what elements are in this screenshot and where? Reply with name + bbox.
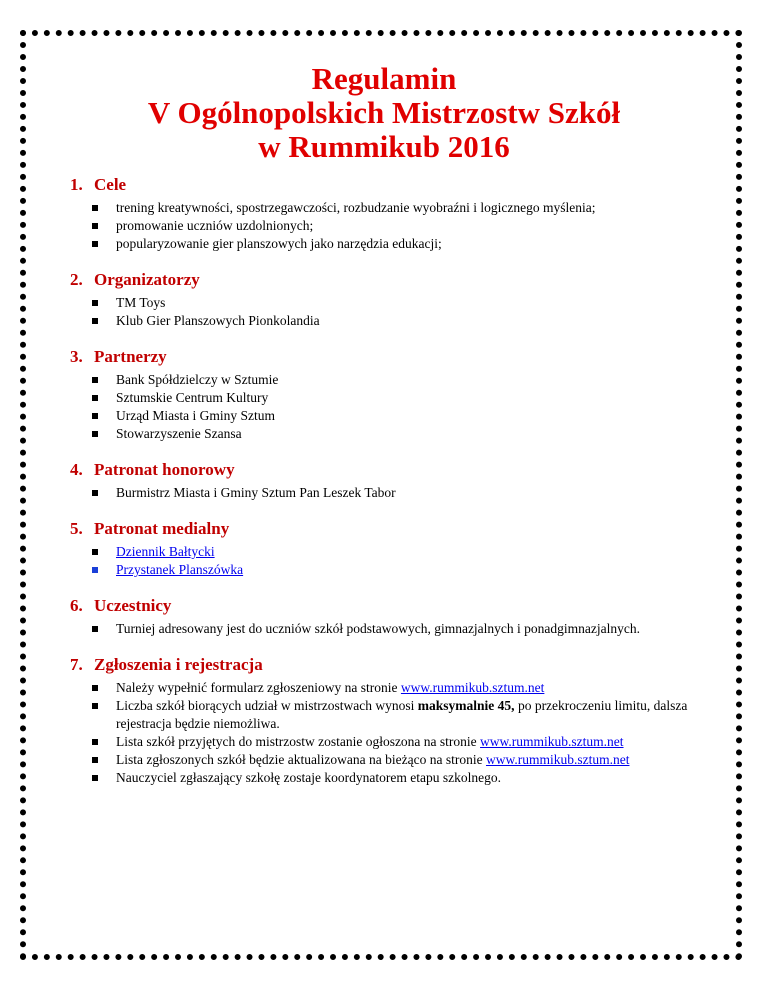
section-cele [70, 175, 730, 253]
section-patronat-honorowy [70, 460, 730, 502]
document-body [70, 175, 730, 787]
section-heading: 4. Patronat honorowy [70, 460, 235, 479]
title-line-3: w Rummikub 2016 [258, 129, 510, 164]
bullet-icon [92, 757, 98, 763]
bullet-icon [92, 223, 98, 229]
bullet-icon [92, 739, 98, 745]
section-heading: 1. Cele [70, 175, 127, 194]
bullet-list [70, 543, 730, 579]
section-uczestnicy [70, 596, 730, 638]
bullet-icon [92, 567, 98, 573]
link-rummikub-site[interactable]: www.rummikub.sztum.net [485, 752, 630, 767]
bullet-icon [92, 241, 98, 247]
bullet-icon [92, 685, 98, 691]
bullet-icon [92, 703, 98, 709]
section-heading: 5. Patronat medialny [70, 519, 230, 538]
bullet-list [70, 371, 730, 443]
list-item: Sztumskie Centrum Kultury [92, 389, 730, 407]
section-patronat-medialny [70, 519, 730, 579]
section-heading: 3. Partnerzy [70, 347, 167, 366]
section-zgloszenia [70, 655, 730, 787]
list-item: Lista zgłoszonych szkół będzie aktualizowana na bieżąco na stronie www.rummikub.sztum.net [92, 751, 730, 769]
section-heading: 2. Organizatorzy [70, 270, 200, 289]
bullet-icon [92, 377, 98, 383]
bullet-icon [92, 395, 98, 401]
link-rummikub-site[interactable]: www.rummikub.sztum.net [400, 680, 545, 695]
section-heading: 7. Zgłoszenia i rejestracja [70, 655, 263, 674]
bullet-list [70, 294, 730, 330]
bullet-icon [92, 431, 98, 437]
title-line-1: Regulamin [311, 61, 457, 96]
list-item: Klub Gier Planszowych Pionkolandia [92, 312, 730, 330]
bullet-icon [92, 626, 98, 632]
list-item: Liczba szkół biorących udział w mistrzostwach wynosi maksymalnie 45, po przekroczeniu limitu, dalsza rejestracja będzie niemożliwa. [92, 697, 730, 733]
bullet-icon [92, 205, 98, 211]
list-item: promowanie uczniów uzdolnionych; [92, 217, 730, 235]
bullet-list [70, 484, 730, 502]
section-heading: 6. Uczestnicy [70, 596, 172, 615]
list-item: Nauczyciel zgłaszający szkołę zostaje koordynatorem etapu szkolnego. [92, 769, 730, 787]
list-item: popularyzowanie gier planszowych jako narzędzia edukacji; [92, 235, 730, 253]
link-dziennik-baltycki[interactable]: Dziennik Bałtycki [116, 544, 215, 559]
section-partnerzy [70, 347, 730, 443]
list-item: Urząd Miasta i Gminy Sztum [92, 407, 730, 425]
bullet-list [70, 679, 730, 787]
bullet-list [70, 620, 730, 638]
list-item [92, 561, 730, 579]
bullet-icon [92, 775, 98, 781]
link-rummikub-site[interactable]: www.rummikub.sztum.net [480, 734, 624, 749]
list-item: Bank Spółdzielczy w Sztumie [92, 371, 730, 389]
bullet-list [70, 199, 730, 253]
list-item: Należy wypełnić formularz zgłoszeniowy na stronie www.rummikub.sztum.net [92, 679, 730, 697]
bullet-icon [92, 300, 98, 306]
title-line-2: V Ogólnopolskich Mistrzostw Szkół [147, 95, 621, 130]
limit-bold: maksymalnie 45, [417, 698, 515, 713]
bullet-icon [92, 413, 98, 419]
document-title [0, 62, 768, 164]
link-przystanek-planszowka[interactable]: Przystanek Planszówka [116, 562, 244, 577]
list-item: Turniej adresowany jest do uczniów szkół podstawowych, gimnazjalnych i ponadgimnazjalnych. [92, 620, 730, 638]
list-item: Burmistrz Miasta i Gminy Sztum Pan Leszek Tabor [92, 484, 730, 502]
bullet-icon [92, 549, 98, 555]
list-item: Lista szkół przyjętych do mistrzostw zostanie ogłoszona na stronie www.rummikub.sztum.net [92, 733, 730, 751]
bullet-icon [92, 490, 98, 496]
section-organizatorzy [70, 270, 730, 330]
list-item: TM Toys [92, 294, 730, 312]
bullet-icon [92, 318, 98, 324]
list-item: trening kreatywności, spostrzegawczości, rozbudzanie wyobraźni i logicznego myślenia; [92, 199, 730, 217]
list-item: Stowarzyszenie Szansa [92, 425, 730, 443]
list-item [92, 543, 730, 561]
